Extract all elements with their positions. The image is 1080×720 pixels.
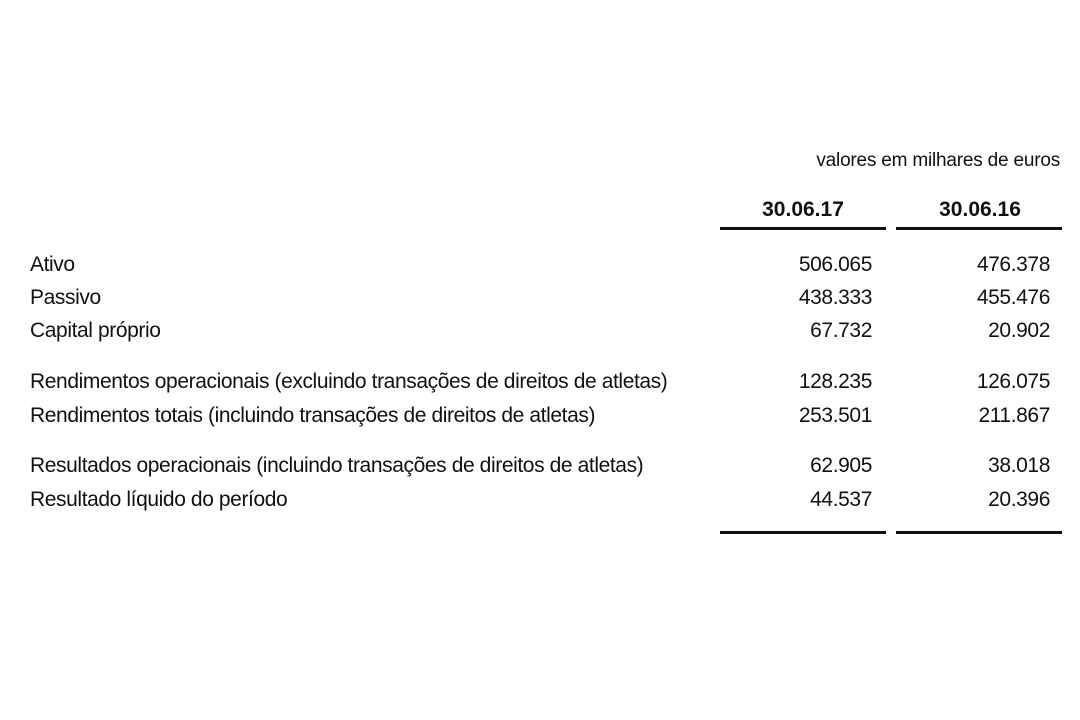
- row-value-2016: 38.018: [988, 454, 1050, 477]
- table-row: [0, 404, 1080, 434]
- header-rule: [720, 227, 886, 230]
- row-value-2017: 67.732: [810, 319, 872, 342]
- table-row: [0, 488, 1080, 518]
- table-row: [0, 319, 1080, 349]
- row-label: Rendimentos operacionais (excluindo transações de direitos de atletas): [30, 370, 668, 393]
- row-value-2017: 506.065: [798, 253, 872, 276]
- header-rule: [896, 227, 1062, 230]
- row-value-2016: 455.476: [976, 286, 1050, 309]
- row-label: Passivo: [30, 286, 101, 309]
- row-label: Resultado líquido do período: [30, 488, 288, 511]
- row-value-2016: 211.867: [978, 404, 1050, 427]
- table-row: [0, 370, 1080, 400]
- footer-rule: [896, 531, 1062, 534]
- row-value-2016: 20.396: [988, 488, 1050, 511]
- row-value-2017: 128.235: [798, 370, 872, 393]
- units-note: valores em milhares de euros: [816, 150, 1060, 171]
- row-label: Ativo: [30, 253, 75, 276]
- row-value-2017: 253.501: [798, 404, 872, 427]
- row-label: Capital próprio: [30, 319, 161, 342]
- column-header-2016: 30.06.16: [939, 198, 1021, 221]
- table-row: [0, 253, 1080, 283]
- table-row: [0, 454, 1080, 484]
- row-value-2016: 476.378: [976, 253, 1050, 276]
- row-value-2016: 20.902: [988, 319, 1050, 342]
- row-value-2016: 126.075: [976, 370, 1050, 393]
- footer-rule: [720, 531, 886, 534]
- row-value-2017: 62.905: [810, 454, 872, 477]
- column-header-2017: 30.06.17: [762, 198, 844, 221]
- row-label: Resultados operacionais (incluindo transações de direitos de atletas): [30, 454, 644, 477]
- row-label: Rendimentos totais (incluindo transações de direitos de atletas): [30, 404, 596, 427]
- row-value-2017: 44.537: [810, 488, 872, 511]
- row-value-2017: 438.333: [798, 286, 872, 309]
- table-row: [0, 286, 1080, 316]
